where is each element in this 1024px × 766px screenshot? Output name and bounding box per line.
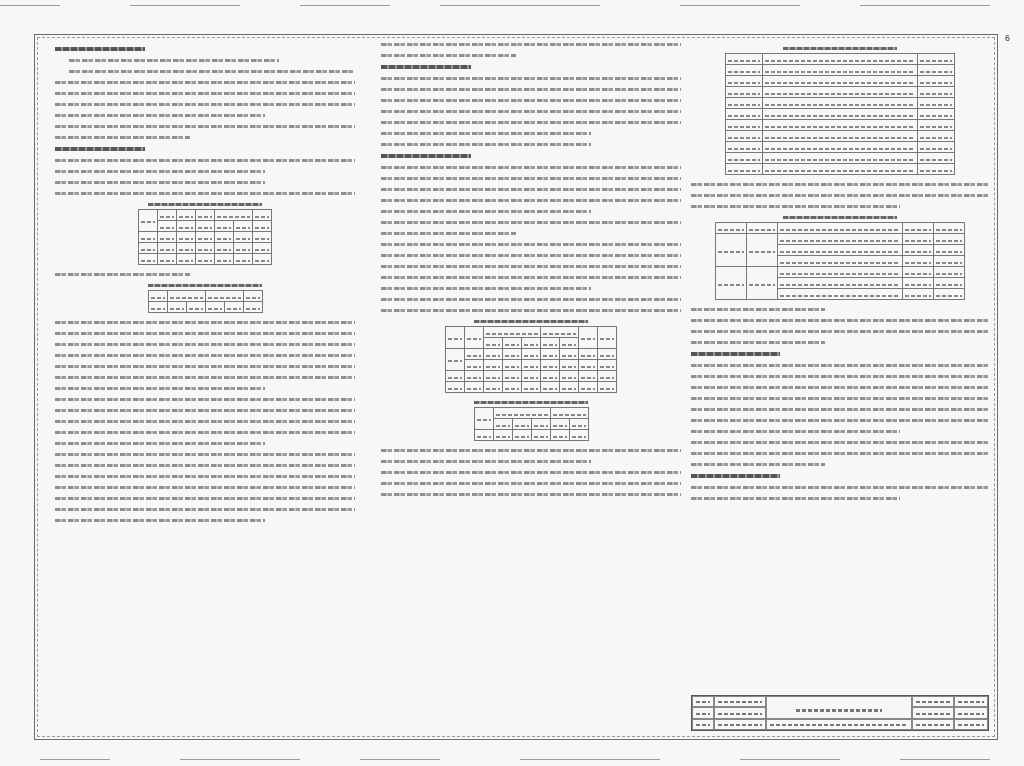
section-heading: [55, 147, 145, 151]
section-heading: [381, 65, 471, 69]
table-title: [148, 203, 262, 206]
table-title: [474, 320, 588, 323]
table-title: [783, 47, 896, 50]
title-block: [691, 695, 989, 731]
scan-artifacts-top: [0, 0, 1024, 14]
drawing-title-cell: [766, 696, 912, 719]
text-column-middle: [381, 43, 681, 504]
scan-artifacts-bottom: [0, 748, 1024, 766]
section-heading: [381, 154, 471, 158]
data-table: [474, 407, 589, 441]
table-title: [783, 216, 896, 219]
page-number: 6: [1004, 34, 1010, 43]
section-heading: [691, 474, 780, 478]
data-table: [138, 209, 272, 265]
section-heading: [691, 352, 780, 356]
data-table: [445, 326, 617, 393]
drawing-sheet: [34, 34, 998, 740]
data-table: [715, 222, 965, 300]
table-title: [474, 401, 588, 404]
table-title: [148, 284, 262, 287]
data-table: [725, 53, 955, 175]
text-column-left: [55, 43, 355, 530]
section-heading: [55, 47, 145, 51]
text-column-right: [691, 43, 989, 508]
data-table: [148, 290, 263, 313]
